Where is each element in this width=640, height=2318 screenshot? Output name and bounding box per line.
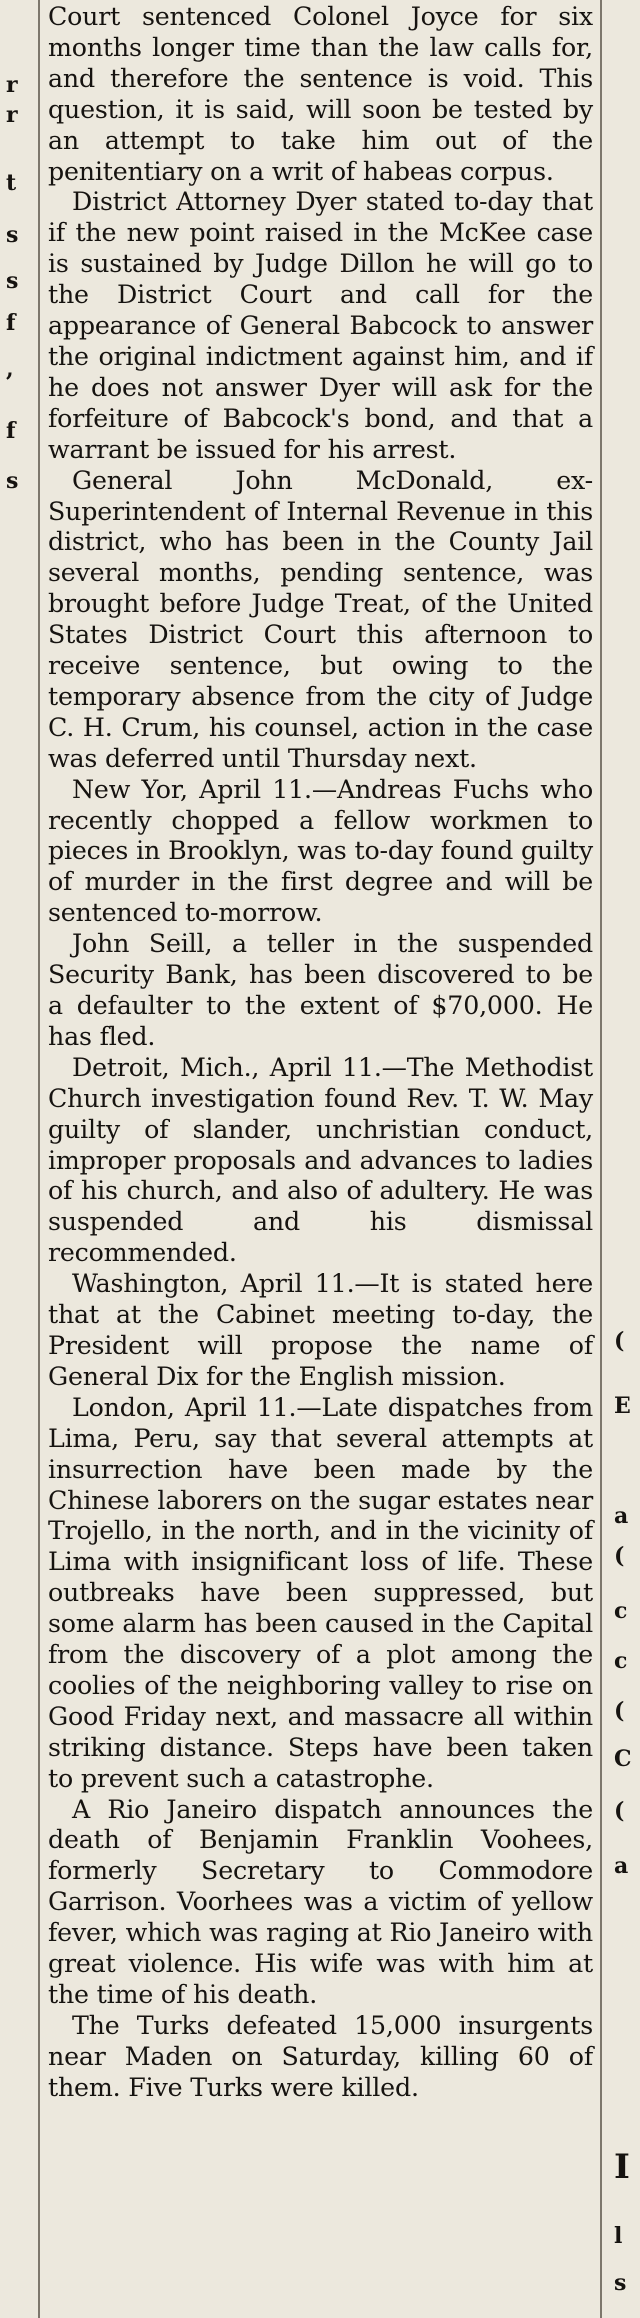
left-fragment: ,	[6, 356, 14, 382]
left-fragment: t	[6, 170, 17, 196]
right-fragment: a	[614, 1853, 629, 1879]
right-fragment: c	[614, 1648, 628, 1674]
right-column-edge-fragments	[606, 0, 640, 2318]
right-fragment: l	[614, 2223, 623, 2249]
paragraph-washington-cabinet: Washington, April 11.—It is stated here that at the Cabinet meeting to-day, the President will propose the name of General Dix for the English mission.	[48, 1269, 593, 1391]
left-fragment: r	[6, 102, 18, 128]
paragraph-seill-defaulter: John Seill, a teller in the suspended Security Bank, has been discovered to be a defaulter to the extent of $70,000. He has fled.	[48, 929, 593, 1051]
left-fragment: f	[6, 418, 16, 444]
paragraph-turks-maden: The Turks defeated 15,000 insurgents near Maden on Saturday, killing 60 of them. Five Turks were killed.	[48, 2010, 593, 2102]
paragraph-mcdonald: General John McDonald, ex-Superintendent of Internal Revenue in this district, who has been in the County Jail several months, pending sentence, was brought before Judge Treat, of the United States District Court this afternoon to receive sentence, but owing to the temporary absence from the city of Judge C. H. Crum, his counsel, action in the case was deferred until Thursday next.	[48, 465, 593, 773]
right-fragment: C	[614, 1746, 632, 1772]
paragraph-london-lima: London, April 11.—Late dispatches from Lima, Peru, say that several attempts at insurrection have been made by the Chinese laborers on the sugar estates near Trojello, in the north, and in the vicinity of Lima with insignificant loss of life. These outbreaks have been suppressed, but some alarm has been caused in the Capital from the discovery of a plot among the coolies of the neighboring valley to rise on Good Friday next, and massacre all within striking distance. Steps have been taken to prevent such a catastrophe.	[48, 1392, 593, 1793]
right-fragment: E	[614, 1393, 631, 1419]
left-fragment: r	[6, 72, 18, 98]
column-rule-right	[600, 0, 602, 2318]
right-fragment: a	[614, 1503, 629, 1529]
right-fragment: s	[614, 2270, 627, 2296]
right-fragment: (	[614, 1798, 625, 1824]
right-fragment: c	[614, 1598, 628, 1624]
left-fragment: s	[6, 468, 19, 494]
paragraph-rio-janeiro: A Rio Janeiro dispatch announces the death of Benjamin Franklin Voohees, formerly Secretary to Commodore Garrison. Voorhees was a victim of yellow fever, which was raging at Rio Janeiro with great violence. His wife was with him at the time of his death.	[48, 1794, 593, 2009]
left-fragment: s	[6, 268, 19, 294]
right-fragment: (	[614, 1543, 625, 1569]
right-fragment: (	[614, 1698, 625, 1724]
paragraph-detroit-methodist: Detroit, Mich., April 11.—The Methodist Church investigation found Rev. T. W. May guilty of slander, unchristian conduct, improper proposals and advances to ladies of his church, and also of adultery. He was suspended and his dismissal recommended.	[48, 1052, 593, 1268]
right-fragment: (	[614, 1328, 625, 1354]
left-fragment: s	[6, 222, 19, 248]
left-column-edge-fragments	[0, 0, 26, 2318]
news-column	[48, 2, 593, 2104]
left-fragment: f	[6, 310, 16, 336]
paragraph-joyce-sentence: Court sentenced Colonel Joyce for six months longer time than the law calls for, and therefore the sentence is void. This question, it is said, will soon be tested by an attempt to take him out of the penitentiary on a writ of habeas corpus.	[48, 2, 593, 186]
paragraph-new-york-fuchs: New Yor, April 11.—Andreas Fuchs who recently chopped a fellow workmen to pieces in Brooklyn, was to-day found guilty of murder in the first degree and will be sentenced to-morrow.	[48, 774, 593, 928]
paragraph-dyer-babcock: District Attorney Dyer stated to-day that if the new point raised in the McKee case is sustained by Judge Dillon he will go to the District Court and call for the appearance of General Babcock to answer the original indictment against him, and if he does not answer Dyer will ask for the forfeiture of Babcock's bond, and that a warrant be issued for his arrest.	[48, 187, 593, 464]
right-fragment: I	[614, 2147, 630, 2187]
column-rule-left	[38, 0, 40, 2318]
